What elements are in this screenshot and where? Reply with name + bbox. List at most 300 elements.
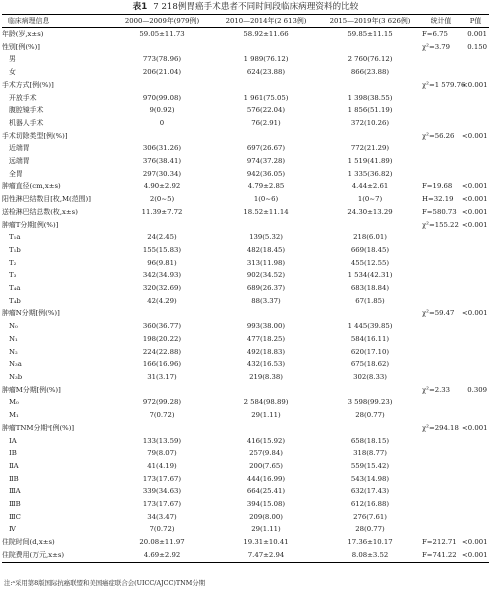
- p-value: <0.001: [462, 131, 488, 140]
- row-label: M₁: [9, 411, 19, 420]
- p-value: [462, 295, 489, 308]
- value-2000-2009: [112, 384, 212, 397]
- table-row: [2, 130, 489, 143]
- value-2010-2014: 4.79±2.85: [247, 182, 285, 191]
- value-2015-2019: 28(0.77): [355, 411, 385, 420]
- p-value: <0.001: [462, 309, 488, 318]
- table-row: [2, 193, 489, 206]
- row-label: 阳性淋巴结数目[枚,M(范围)]: [2, 195, 91, 204]
- table-row: [2, 180, 489, 193]
- table-row: [2, 28, 489, 41]
- value-2010-2014: 257(9.84): [249, 449, 283, 458]
- value-2010-2014: [212, 422, 320, 435]
- table-row: [2, 460, 489, 473]
- value-2010-2014: 18.52±11.14: [243, 207, 289, 216]
- value-2000-2009: 306(31.26): [142, 144, 182, 153]
- row-label: T₁b: [9, 245, 21, 254]
- value-2000-2009: 970(99.08): [142, 93, 182, 102]
- table-caption: [0, 2, 491, 13]
- statistic-value: [420, 92, 462, 105]
- value-2000-2009: 41(4.19): [147, 461, 177, 470]
- value-2015-2019: 8.08±3.52: [320, 549, 420, 562]
- value-2015-2019: 658(18.15): [350, 436, 390, 445]
- value-2000-2009: 166(16.96): [142, 360, 182, 369]
- table-row: [2, 473, 489, 486]
- table-row: [2, 523, 489, 536]
- value-2010-2014: 1(0~6): [253, 195, 279, 204]
- value-2000-2009: 7(0.72): [149, 411, 175, 420]
- value-2010-2014: 974(37.28): [246, 157, 286, 166]
- row-label: 肿瘤TNM分期ᵃ[例(%)]: [2, 423, 75, 432]
- value-2010-2014: [212, 307, 320, 320]
- value-2010-2014: 416(15.92): [246, 436, 286, 445]
- statistic-value: F=580.73: [422, 207, 457, 216]
- row-label: T₄a: [9, 284, 21, 293]
- value-2010-2014: 88(3.37): [251, 296, 281, 305]
- statistic-value: χ²=294.18: [422, 423, 459, 432]
- p-value: [462, 358, 489, 371]
- table-row: [2, 219, 489, 232]
- value-2010-2014: [212, 79, 320, 92]
- value-2000-2009: 59.05±11.73: [139, 30, 185, 38]
- table-row: [2, 358, 489, 371]
- value-2000-2009: 42(4.29): [147, 296, 177, 305]
- p-value: [462, 92, 489, 105]
- row-label: 肿瘤直径(cm,x±s): [2, 182, 61, 191]
- p-value: [462, 346, 489, 359]
- value-2000-2009: 4.69±2.92: [112, 549, 212, 562]
- p-value: <0.001: [462, 538, 488, 547]
- value-2000-2009: 7(0.72): [149, 525, 175, 534]
- value-2010-2014: 29(1.11): [251, 525, 281, 534]
- value-2015-2019: [320, 307, 420, 320]
- value-2000-2009: 198(20.22): [142, 334, 182, 343]
- value-2000-2009: 11.39±7.72: [141, 207, 183, 216]
- value-2010-2014: 689(26.37): [246, 284, 286, 293]
- value-2015-2019: 543(14.98): [350, 474, 390, 483]
- p-value: <0.001: [462, 220, 488, 229]
- statistic-value: [420, 168, 462, 181]
- statistic-value: F=19.68: [422, 182, 453, 191]
- row-label: M₀: [9, 398, 19, 407]
- value-2015-2019: 4.44±2.61: [351, 182, 389, 191]
- value-2015-2019: 24.30±13.29: [347, 207, 393, 216]
- row-label: 男: [9, 55, 16, 64]
- value-2000-2009: 360(36.77): [142, 322, 182, 331]
- value-2000-2009: 96(9.81): [147, 258, 177, 267]
- value-2010-2014: 19.31±10.41: [243, 538, 289, 547]
- value-2015-2019: 372(10.26): [350, 118, 390, 127]
- value-2000-2009: 34(3.47): [147, 512, 177, 521]
- value-2015-2019: 772(21.29): [350, 144, 390, 153]
- row-label: 年龄(岁,x±s): [2, 30, 44, 38]
- table-row: [2, 257, 489, 270]
- header-period-2015-2019: 2015—2019年(3 626例): [320, 15, 420, 28]
- value-2000-2009: 24(2.45): [147, 233, 177, 242]
- statistic-value: F=741.22: [420, 549, 462, 562]
- value-2000-2009: 133(13.59): [142, 436, 182, 445]
- value-2015-2019: 17.36±10.17: [347, 538, 393, 547]
- table-row: [2, 168, 489, 181]
- statistic-value: H=32.19: [422, 195, 454, 204]
- value-2015-2019: 1(0~7): [357, 195, 383, 204]
- row-label: 性别[例(%)]: [2, 42, 40, 51]
- statistic-value: [420, 523, 462, 536]
- table-row: [2, 155, 489, 168]
- value-2000-2009: 320(32.69): [142, 284, 182, 293]
- value-2000-2009: 773(78.96): [142, 55, 182, 64]
- p-value: [462, 396, 489, 409]
- p-value: [462, 53, 489, 66]
- table-header: [2, 15, 489, 28]
- table-row: [2, 231, 489, 244]
- p-value: [462, 104, 489, 117]
- table-row: [2, 92, 489, 105]
- row-label: 住院费用(万元,x±s): [2, 549, 112, 562]
- value-2000-2009: 20.08±11.97: [139, 538, 185, 547]
- statistic-value: χ²=2.33: [422, 385, 451, 394]
- table-row: [2, 498, 489, 511]
- value-2000-2009: 2(0~5): [149, 195, 175, 204]
- table-row: [2, 320, 489, 333]
- header-statistic: 统计值: [420, 15, 462, 28]
- p-value: [462, 269, 489, 282]
- table-row: [2, 536, 489, 549]
- value-2010-2014: 58.92±11.66: [243, 30, 289, 38]
- row-label: N₂: [9, 347, 18, 356]
- p-value: [462, 485, 489, 498]
- p-value: [462, 523, 489, 536]
- value-2010-2014: 200(7.65): [249, 461, 283, 470]
- value-2015-2019: [320, 79, 420, 92]
- value-2015-2019: [320, 422, 420, 435]
- row-label: 全胃: [9, 169, 23, 178]
- value-2010-2014: 432(16.53): [246, 360, 286, 369]
- value-2000-2009: 297(30.34): [142, 169, 182, 178]
- value-2015-2019: 620(17.10): [350, 347, 390, 356]
- value-2010-2014: 1 961(75.05): [243, 93, 289, 102]
- value-2000-2009: 155(15.83): [142, 245, 182, 254]
- statistic-value: [420, 396, 462, 409]
- statistic-value: [420, 333, 462, 346]
- value-2000-2009: [112, 219, 212, 232]
- value-2010-2014: 902(34.52): [246, 271, 286, 280]
- value-2000-2009: 339(34.63): [142, 487, 182, 496]
- value-2000-2009: 173(17.67): [142, 474, 182, 483]
- value-2010-2014: 29(1.11): [251, 411, 281, 420]
- value-2010-2014: 76(2.91): [251, 118, 281, 127]
- header-period-2000-2009: 2000—2009年(979例): [112, 15, 212, 28]
- value-2015-2019: 632(17.43): [350, 487, 390, 496]
- statistic-value: [420, 269, 462, 282]
- value-2015-2019: 612(16.88): [350, 500, 390, 509]
- row-label: 远端胃: [9, 157, 30, 166]
- value-2015-2019: [320, 384, 420, 397]
- table-row: [2, 53, 489, 66]
- value-2010-2014: 394(15.08): [246, 500, 286, 509]
- p-value: [462, 231, 489, 244]
- value-2010-2014: 624(23.88): [246, 68, 286, 77]
- value-2010-2014: 219(8.38): [249, 372, 283, 381]
- value-2015-2019: 683(18.84): [350, 284, 390, 293]
- p-value: [462, 447, 489, 460]
- statistic-value: χ²=1 579.76: [422, 80, 466, 89]
- value-2000-2009: 4.90±2.92: [143, 182, 181, 191]
- header-clinicopathology: 临床病理信息: [2, 15, 112, 28]
- value-2010-2014: 7.47±2.94: [212, 549, 320, 562]
- p-value: [462, 244, 489, 257]
- value-2015-2019: 3 598(99.23): [347, 398, 393, 407]
- table-title: 7 218例胃癌手术患者不同时间段临床病理资料的比较: [153, 2, 359, 12]
- table-row: [2, 117, 489, 130]
- statistic-value: [420, 320, 462, 333]
- p-value: 0.150: [467, 42, 487, 51]
- value-2015-2019: 1 335(36.82): [347, 169, 393, 178]
- table-number: 表1: [132, 2, 148, 12]
- table-row: [2, 79, 489, 92]
- table-row: [2, 307, 489, 320]
- value-2015-2019: [320, 219, 420, 232]
- value-2015-2019: 675(18.62): [350, 360, 390, 369]
- row-label: ⅢA: [9, 487, 21, 496]
- value-2000-2009: 79(8.07): [147, 449, 177, 458]
- header-period-2010-2014: 2010—2014年(2 613例): [212, 15, 320, 28]
- value-2015-2019: 276(7.61): [353, 512, 387, 521]
- p-value: [462, 498, 489, 511]
- value-2015-2019: [320, 41, 420, 54]
- statistic-value: [420, 371, 462, 384]
- statistic-value: [420, 358, 462, 371]
- row-label: ⅠA: [9, 436, 17, 445]
- value-2015-2019: 1 534(42.31): [347, 271, 393, 280]
- row-label: T₂: [9, 258, 17, 267]
- statistic-value: [420, 409, 462, 422]
- table-row: [2, 549, 489, 562]
- statistic-value: [420, 142, 462, 155]
- value-2015-2019: 1 519(41.89): [347, 157, 393, 166]
- value-2010-2014: 697(26.67): [246, 144, 286, 153]
- value-2010-2014: 993(38.00): [246, 322, 286, 331]
- statistic-value: [420, 53, 462, 66]
- value-2010-2014: [212, 384, 320, 397]
- header-row: [2, 15, 489, 28]
- p-value: [462, 473, 489, 486]
- value-2010-2014: 477(18.25): [246, 334, 286, 343]
- value-2015-2019: 59.85±11.15: [347, 30, 393, 38]
- p-value: [462, 333, 489, 346]
- p-value: [462, 155, 489, 168]
- statistic-value: [420, 155, 462, 168]
- statistic-value: [420, 244, 462, 257]
- table-row: [2, 269, 489, 282]
- value-2000-2009: 376(38.41): [142, 157, 182, 166]
- value-2010-2014: 209(8.00): [249, 512, 283, 521]
- table-footnote: 注:ᵃ采用第8版国际抗癌联盟和美国癌症联合会(UICC/AJCC)TNM分期: [4, 579, 206, 587]
- statistic-value: [420, 117, 462, 130]
- p-value: [462, 409, 489, 422]
- value-2015-2019: 559(15.42): [350, 461, 390, 470]
- table-body: [2, 28, 489, 563]
- table-row: [2, 142, 489, 155]
- p-value: <0.001: [462, 80, 488, 89]
- row-label: 近端胃: [9, 144, 30, 153]
- value-2000-2009: [112, 307, 212, 320]
- value-2010-2014: 2 584(98.89): [243, 398, 289, 407]
- value-2000-2009: 0: [159, 118, 165, 127]
- row-label: 手术方式[例(%)]: [2, 80, 54, 89]
- table-row: [2, 333, 489, 346]
- row-label: 机器人手术: [9, 118, 44, 127]
- value-2010-2014: 1 989(76.12): [243, 55, 289, 64]
- value-2000-2009: 206(21.04): [142, 68, 182, 77]
- row-label: ⅠB: [9, 449, 17, 458]
- p-value: [462, 282, 489, 295]
- value-2000-2009: [112, 130, 212, 143]
- clinicopathology-table: [2, 14, 489, 563]
- p-value: [462, 257, 489, 270]
- value-2000-2009: [112, 41, 212, 54]
- table-row: [2, 282, 489, 295]
- value-2015-2019: 318(8.77): [353, 449, 387, 458]
- value-2010-2014: [212, 219, 320, 232]
- value-2015-2019: 455(12.55): [350, 258, 390, 267]
- table-row: [2, 346, 489, 359]
- p-value: [462, 511, 489, 524]
- table-row: [2, 244, 489, 257]
- table-row: [2, 435, 489, 448]
- value-2015-2019: [320, 130, 420, 143]
- row-label: T₃: [9, 271, 17, 280]
- value-2010-2014: 576(22.04): [246, 106, 286, 115]
- row-label: Ⅳ: [9, 525, 16, 534]
- table-row: [2, 66, 489, 79]
- statistic-value: [420, 346, 462, 359]
- row-label: 腹腔镜手术: [9, 106, 44, 115]
- row-label: 开放手术: [9, 93, 37, 102]
- p-value: [462, 168, 489, 181]
- p-value: 0.309: [467, 385, 487, 394]
- p-value: [462, 320, 489, 333]
- statistic-value: [420, 104, 462, 117]
- statistic-value: [420, 231, 462, 244]
- value-2010-2014: 664(25.41): [246, 487, 286, 496]
- value-2015-2019: 67(1.85): [355, 296, 385, 305]
- statistic-value: [420, 447, 462, 460]
- statistic-value: [420, 473, 462, 486]
- table-row: [2, 409, 489, 422]
- p-value: [462, 460, 489, 473]
- table-row: [2, 447, 489, 460]
- statistic-value: [420, 295, 462, 308]
- p-value: [462, 371, 489, 384]
- row-label: T₄b: [9, 296, 21, 305]
- table-row: [2, 422, 489, 435]
- row-label: 住院时间(d,x±s): [2, 538, 55, 547]
- row-label: 送检淋巴结总数(枚,x±s): [2, 207, 78, 216]
- statistic-value: F=6.75: [422, 30, 448, 38]
- statistic-value: χ²=155.22: [422, 220, 459, 229]
- table-row: [2, 396, 489, 409]
- p-value: <0.001: [462, 207, 488, 216]
- value-2015-2019: 218(6.01): [353, 233, 387, 242]
- table-row: [2, 485, 489, 498]
- table-row: [2, 371, 489, 384]
- value-2015-2019: 28(0.77): [355, 525, 385, 534]
- row-label: ⅢB: [9, 500, 21, 509]
- value-2010-2014: 942(36.05): [246, 169, 286, 178]
- statistic-value: χ²=56.26: [422, 131, 455, 140]
- row-label: 手术切除类型[例(%)]: [2, 131, 68, 140]
- value-2010-2014: 492(18.83): [246, 347, 286, 356]
- value-2015-2019: 584(16.11): [350, 334, 390, 343]
- statistic-value: F=212.71: [422, 538, 457, 547]
- row-label: 肿瘤T分期[例(%)]: [2, 220, 59, 229]
- statistic-value: [420, 435, 462, 448]
- table-row: [2, 511, 489, 524]
- row-label: 肿瘤N分期[例(%)]: [2, 309, 60, 318]
- p-value: <0.001: [462, 195, 488, 204]
- statistic-value: [420, 511, 462, 524]
- statistic-value: [420, 66, 462, 79]
- value-2015-2019: 2 760(76.12): [347, 55, 393, 64]
- value-2000-2009: 342(34.93): [142, 271, 182, 280]
- table-row: [2, 384, 489, 397]
- value-2015-2019: 669(18.45): [350, 245, 390, 254]
- value-2015-2019: 1 398(38.55): [347, 93, 393, 102]
- statistic-value: [420, 485, 462, 498]
- p-value: [462, 66, 489, 79]
- p-value: <0.001: [462, 549, 489, 562]
- value-2000-2009: 31(3.17): [147, 372, 177, 381]
- value-2015-2019: 866(23.88): [350, 68, 390, 77]
- row-label: ⅡB: [9, 474, 19, 483]
- row-label: 女: [9, 68, 16, 77]
- statistic-value: χ²=59.47: [422, 309, 455, 318]
- statistic-value: [420, 460, 462, 473]
- statistic-value: [420, 498, 462, 511]
- value-2015-2019: 1 856(51.19): [347, 106, 393, 115]
- value-2000-2009: 9(0.92): [149, 106, 175, 115]
- value-2000-2009: 173(17.67): [142, 500, 182, 509]
- value-2015-2019: 302(8.33): [353, 372, 387, 381]
- row-label: N₃a: [9, 360, 22, 369]
- value-2000-2009: [112, 422, 212, 435]
- table-row: [2, 206, 489, 219]
- row-label: N₁: [9, 334, 18, 343]
- statistic-value: χ²=3.79: [422, 42, 451, 51]
- p-value: <0.001: [462, 423, 488, 432]
- p-value: [462, 435, 489, 448]
- p-value: [462, 142, 489, 155]
- p-value: <0.001: [462, 182, 488, 191]
- table-row: [2, 41, 489, 54]
- table-row: [2, 104, 489, 117]
- p-value: 0.001: [467, 30, 487, 38]
- row-label: N₀: [9, 322, 18, 331]
- row-label: ⅢC: [9, 512, 21, 521]
- row-label: ⅡA: [9, 461, 19, 470]
- value-2010-2014: 139(5.32): [249, 233, 283, 242]
- table-row: [2, 295, 489, 308]
- value-2010-2014: 482(18.45): [246, 245, 286, 254]
- value-2000-2009: 972(99.28): [142, 398, 182, 407]
- value-2010-2014: 313(11.98): [246, 258, 286, 267]
- row-label: T₁a: [9, 233, 21, 242]
- value-2000-2009: 224(22.88): [142, 347, 182, 356]
- value-2000-2009: [112, 79, 212, 92]
- statistic-value: [420, 257, 462, 270]
- row-label: 肿瘤M分期[例(%)]: [2, 385, 61, 394]
